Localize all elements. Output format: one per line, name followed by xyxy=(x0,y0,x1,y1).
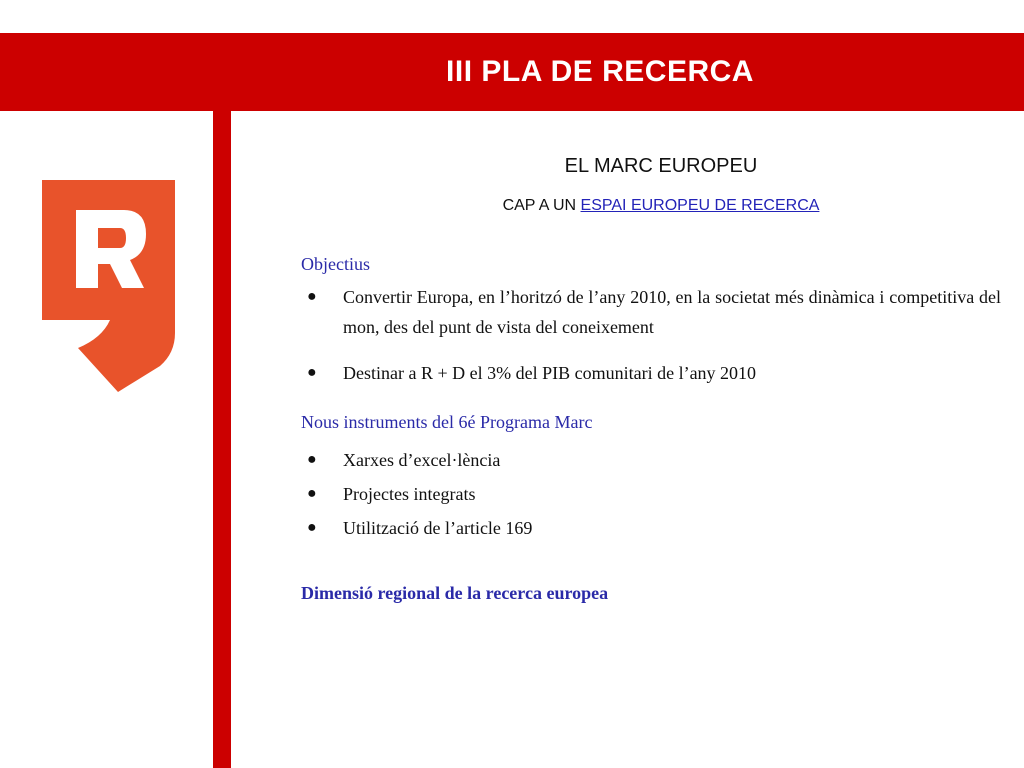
subheading-prefix: CAP A UN xyxy=(502,197,581,214)
r-logo-icon xyxy=(40,178,177,394)
vertical-divider xyxy=(213,111,231,768)
list-item: ● Convertir Europa, en l’horitzó de l’any 2010, en la societat més dinàmica i competitiva del mon, des del punt de vista del coneixement xyxy=(301,282,1001,342)
section-title-dimensio: Dimensió regional de la recerca europea xyxy=(301,583,609,603)
list-item: ● Destinar a R + D el 3% del PIB comunitari de l’any 2010 xyxy=(301,358,1001,388)
list-item: ● Xarxes d’excel·lència xyxy=(301,443,1001,477)
subheading xyxy=(301,197,1021,215)
espai-europeu-link[interactable]: ESPAI EUROPEU DE RECERCA xyxy=(580,197,820,214)
instruments-list xyxy=(301,443,1001,545)
list-item: ● Projectes integrats xyxy=(301,477,1001,511)
section-title-instruments: Nous instruments del 6é Programa Marc xyxy=(301,412,593,432)
objectius-list xyxy=(301,282,1001,388)
section-title-objectius: Objectius xyxy=(301,254,370,274)
section-heading: EL MARC EUROPEU xyxy=(564,155,758,177)
list-item: ● Utilització de l’article 169 xyxy=(301,511,1001,545)
slide-title: III PLA DE RECERCA xyxy=(446,55,754,88)
